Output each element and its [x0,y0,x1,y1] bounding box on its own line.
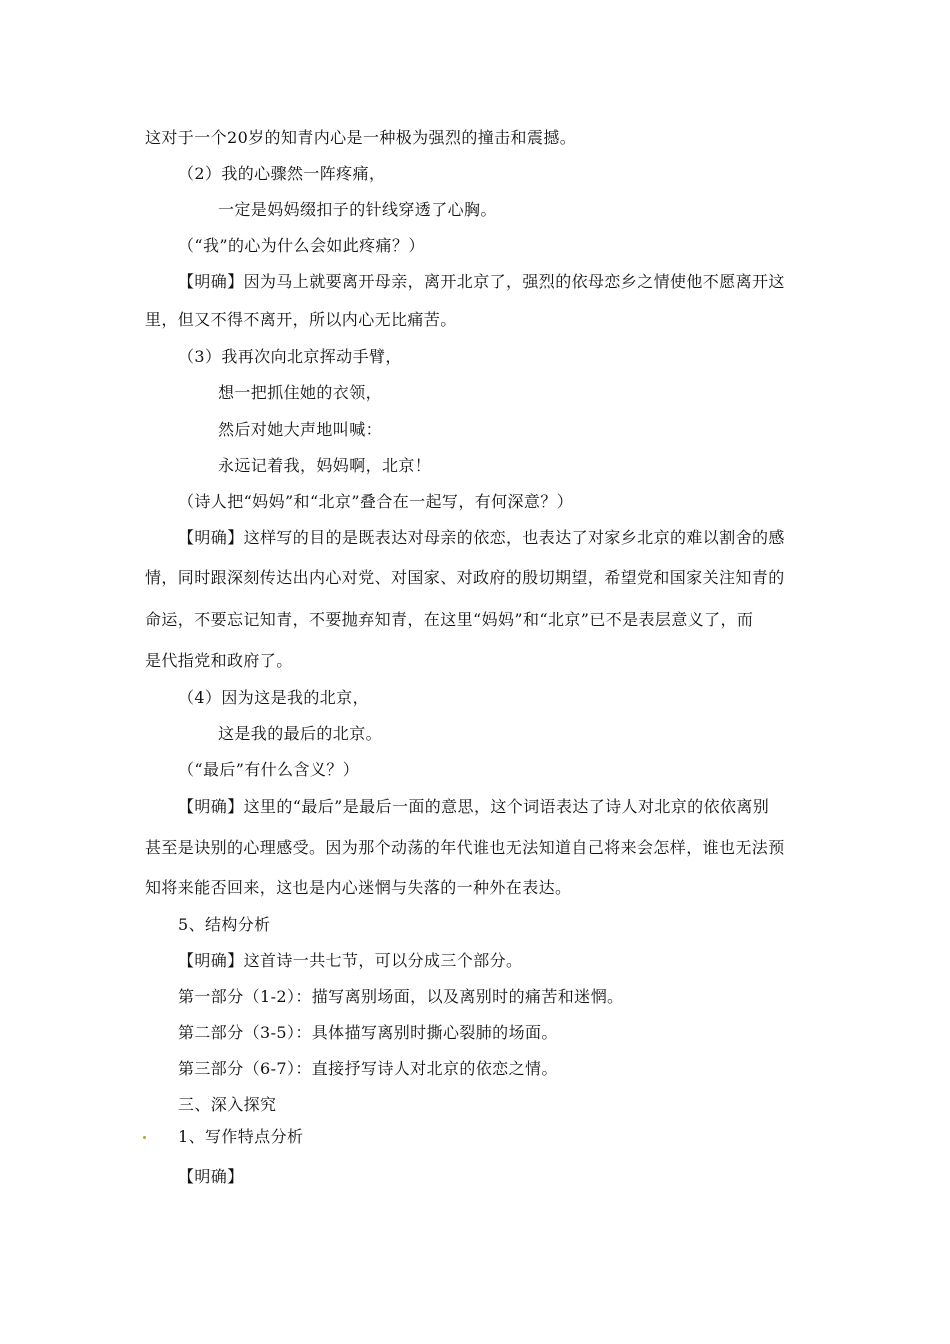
text-line: 命运，不要忘记知青，不要抛弃知青，在这里“妈妈”和“北京”已不是表层意义了，而 [145,610,754,629]
text-line: 想一把抓住她的衣领， [218,383,383,402]
bullet-dot [143,1136,146,1139]
text-line: 【明确】因为马上就要离开母亲，离开北京了，强烈的依母恋乡之情使他不愿离开这 [178,272,785,291]
text-line: （3）我再次向北京挥动手臂， [178,347,402,366]
text-line: 永远记着我，妈妈啊，北京！ [218,456,432,475]
text-line: （诗人把“妈妈”和“北京”叠合在一起写，有何深意？） [178,492,574,511]
text-line: 然后对她大声地叫喊： [218,420,383,439]
text-line: 第一部分（1-2）：描写离别场面，以及离别时的痛苦和迷惘。 [178,987,624,1006]
text-line: 一定是妈妈缀扣子的针线穿透了心胸。 [218,200,497,219]
section-heading: 1、写作特点分析 [178,1127,304,1146]
text-line: 【明确】这里的“最后”是最后一面的意思，这个词语表达了诗人对北京的依依离别 [178,797,770,816]
text-line: 知将来能否回来，这也是内心迷惘与失落的一种外在表达。 [145,878,572,897]
text-line: 【明确】这样写的目的是既表达对母亲的依恋，也表达了对家乡北京的难以割舍的感 [178,528,785,547]
section-heading: 5、结构分析 [178,915,271,934]
text-line: 【明确】 [178,1167,244,1186]
text-line: 是代指党和政府了。 [145,651,293,670]
text-line: 里，但又不得不离开，所以内心无比痛苦。 [145,310,457,329]
text-line: 这是我的最后的北京。 [218,724,383,743]
text-line: 【明确】这首诗一共七节，可以分成三个部分。 [178,951,523,970]
text-line: （“最后”有什么含义？） [178,760,360,779]
text-line: 第三部分（6-7）：直接抒写诗人对北京的依恋之情。 [178,1059,558,1078]
text-line: 这对于一个20岁的知青内心是一种极为强烈的撞击和震撼。 [145,128,577,147]
text-line: 甚至是诀别的心理感受。因为那个动荡的年代谁也无法知道自己将来会怎样，谁也无法预 [145,838,785,857]
text-line: （“我”的心为什么会如此疼痛？） [178,236,425,255]
text-line: （2）我的心骤然一阵疼痛， [178,164,386,183]
text-line: 第二部分（3-5）：具体描写离别时撕心裂肺的场面。 [178,1023,558,1042]
text-line: （4）因为这是我的北京， [178,688,369,707]
text-line: 情，同时跟深刻传达出内心对党、对国家、对政府的殷切期望，希望党和国家关注知青的 [145,568,785,587]
section-heading: 三、深入探究 [178,1095,277,1114]
